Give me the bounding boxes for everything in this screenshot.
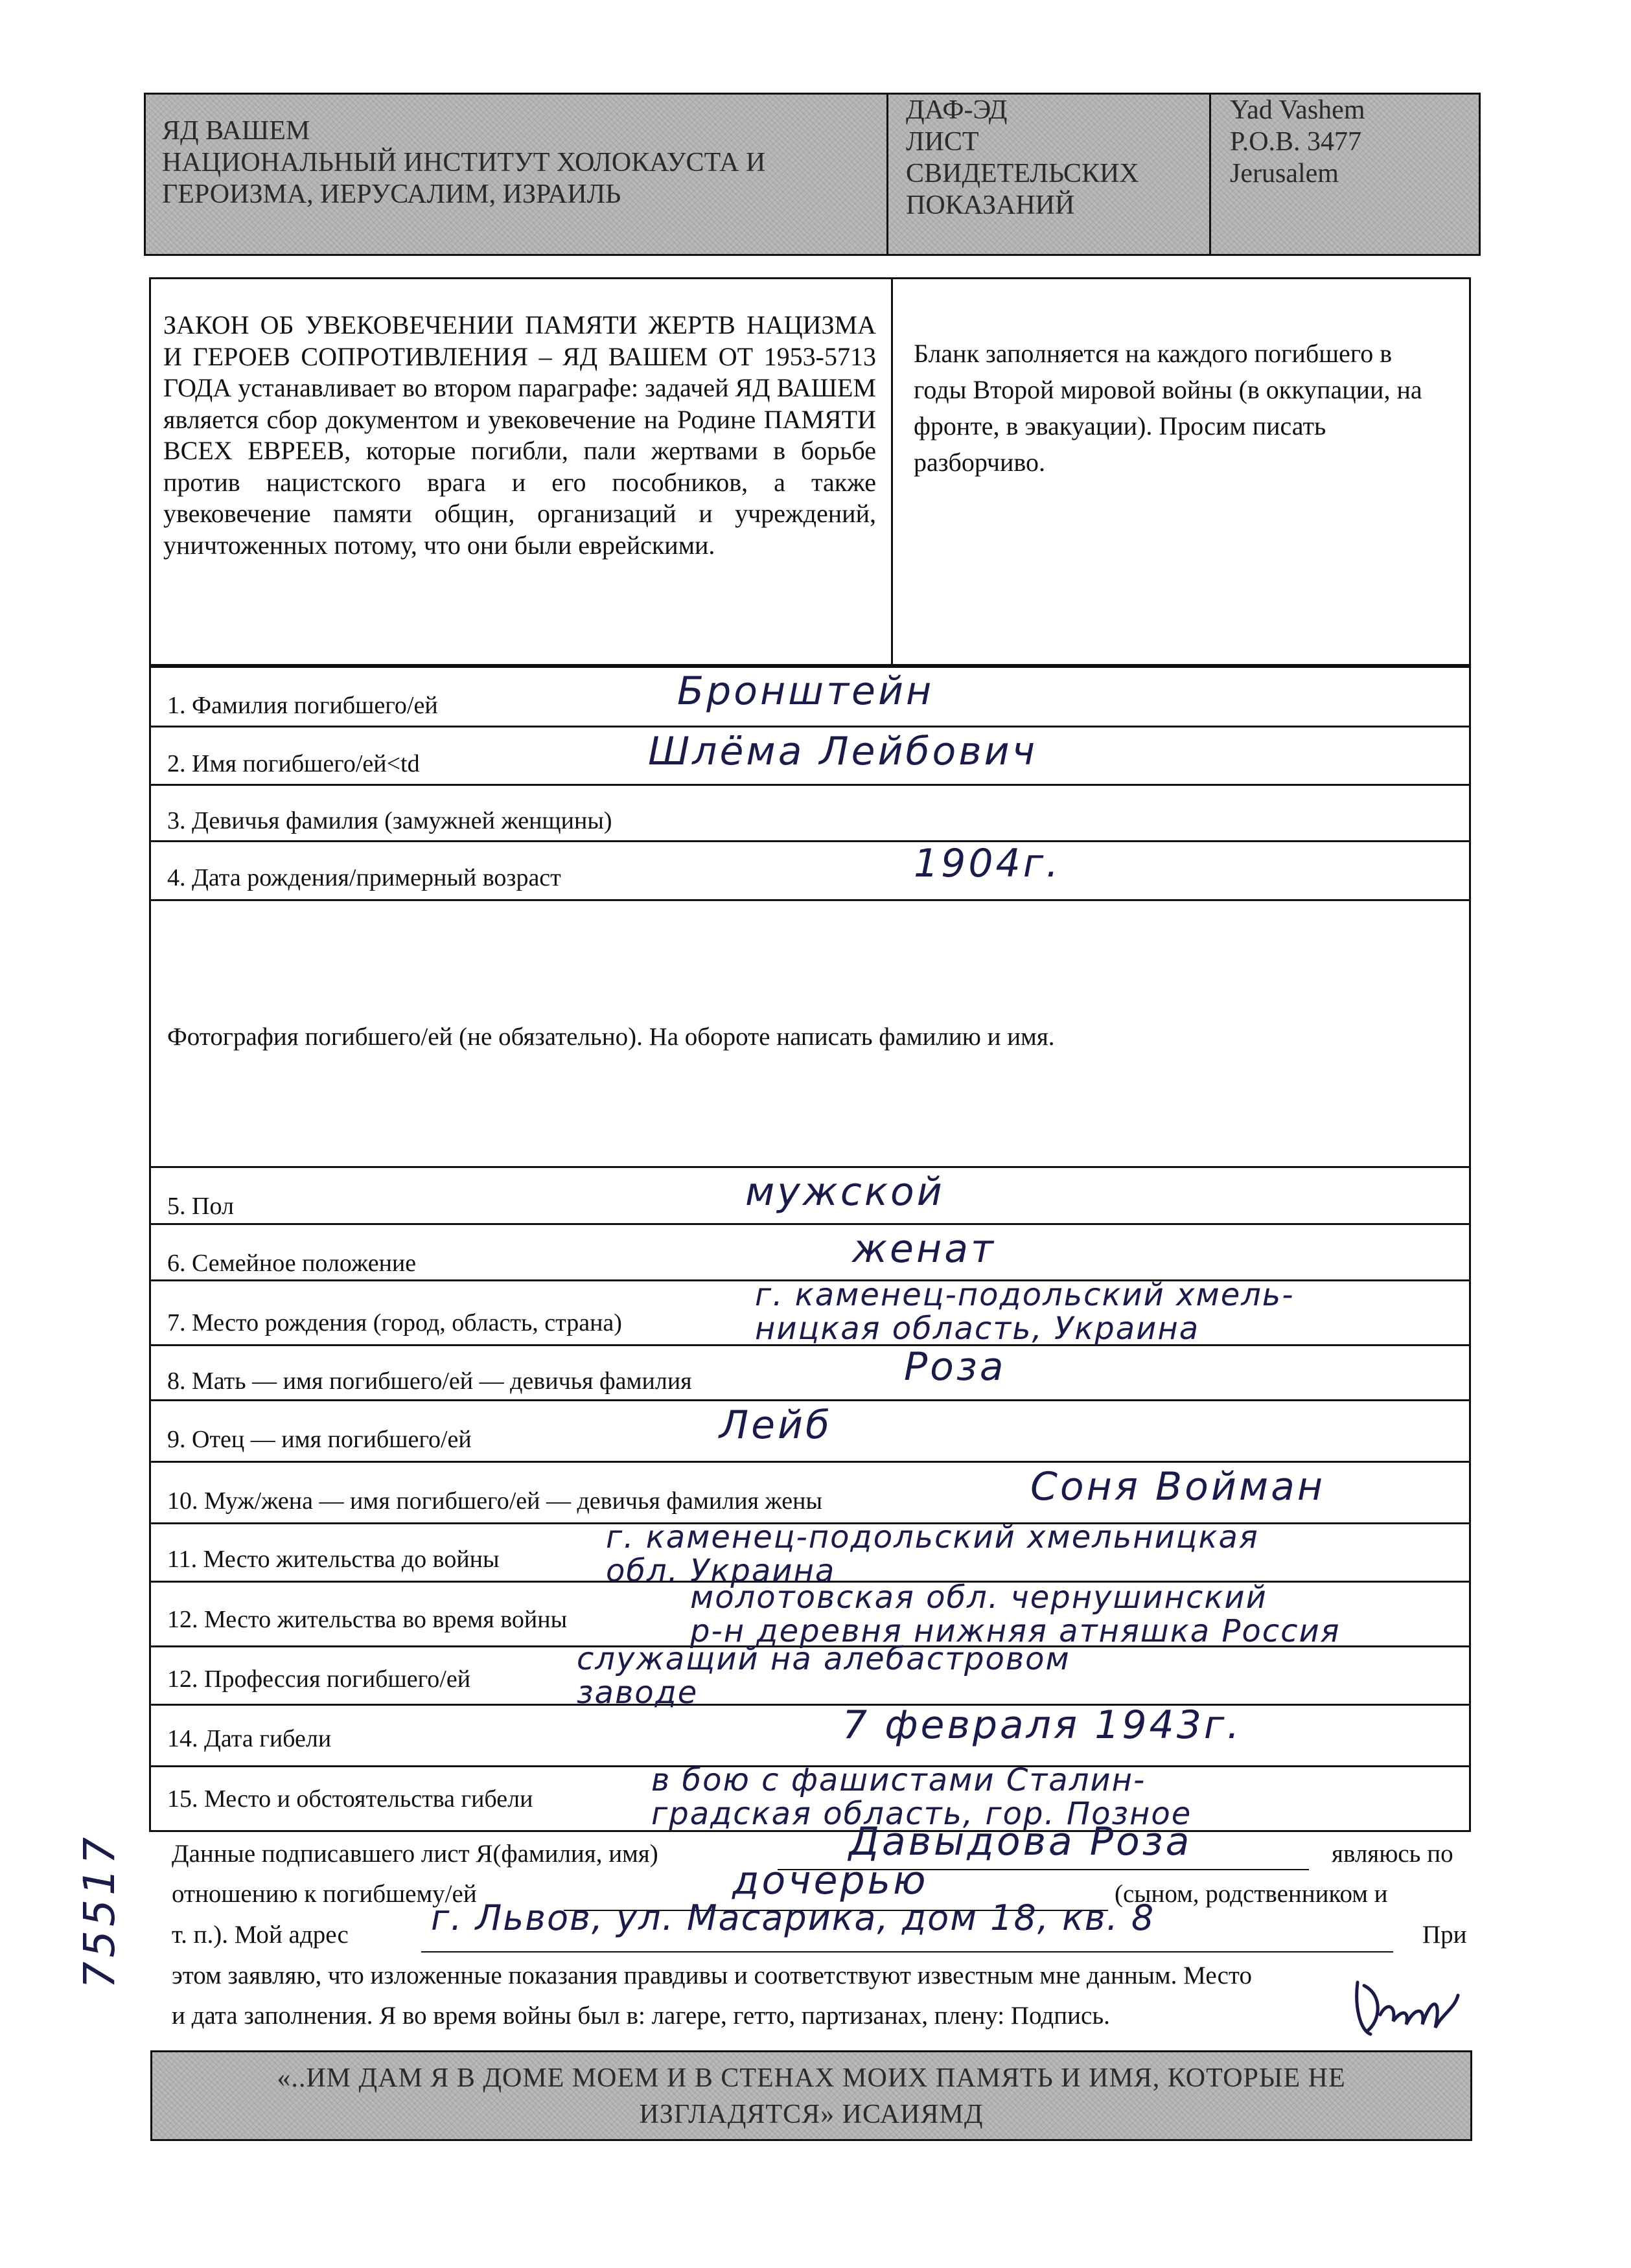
wartime-residence-line-2: р-н деревня нижняя атняшка Россия [690,1613,1341,1649]
prewar-residence-value[interactable] [606,1520,1259,1588]
death-date-label: 14. Дата гибели [167,1725,332,1752]
side-archive-number: 75517 [75,1833,124,1989]
signer-relation-value[interactable]: дочерью [732,1858,929,1903]
signer-line-3-a: т. п.). Мой адрес [172,1921,349,1949]
birth-place-value[interactable] [755,1278,1295,1346]
row-divider [149,1166,1471,1168]
first-name-value[interactable]: Шлёма Лейбович [648,729,1038,774]
death-place-line-2: градская область, гор. Позное [651,1796,1192,1832]
law-text: ЗАКОН ОБ УВЕКОВЕЧЕНИИ ПАМЯТИ ЖЕРТВ НАЦИЗМА И ГЕРОЕВ СОПРОТИВЛЕНИЯ – ЯД ВАШЕМ ОТ 1953-5713 ГОДА устанавливает во втором параграфе: задачей ЯД ВАШЕМ является сбор документом и увековечение на Родине ПАМЯТИ ВСЕХ ЕВРЕЕВ, которые погибли, пали жертвами в борьбе против нацистского врага и его пособников, а также увековечение памяти общин, организаций и учреждений, уничтоженных потому, что они были еврейскими. [163,310,876,560]
birth-place-line-1: г. каменец-подольский хмель- [755,1277,1295,1313]
signer-line-2-b: (сыном, родственником и [1115,1880,1388,1908]
header-divider [1209,93,1211,256]
birth-date-label: 4. Дата рождения/примерный возраст [167,864,561,891]
father-value[interactable]: Лейб [719,1403,833,1448]
surname-value[interactable]: Бронштейн [677,669,934,714]
footer-quote: «..ИМ ДАМ Я В ДОМЕ МОЕМ И В СТЕНАХ МОИХ ПАМЯТЬ И ИМЯ, КОТОРЫЕ НЕ ИЗГЛАДЯТСЯ» ИСАИЯМД [277,2063,1346,2129]
header-org: ЯД ВАШЕМ НАЦИОНАЛЬНЫЙ ИНСТИТУТ ХОЛОКАУСТА И ГЕРОИЗМА, ИЕРУСАЛИМ, ИЗРАИЛЬ [162,116,766,209]
profession-line-1: служащий на алебастровом [577,1641,1070,1677]
death-place-label: 15. Место и обстоятельства гибели [167,1785,533,1813]
row-divider [149,726,1471,727]
signer-line-1-b: являюсь по [1332,1840,1453,1868]
marital-label: 6. Семейное положение [167,1250,417,1277]
profession-line-2: заводе [577,1675,699,1711]
sex-label: 5. Пол [167,1193,234,1220]
row-divider [149,784,1471,786]
row-divider [149,1461,1471,1463]
prewar-residence-label: 11. Место жительства до войны [167,1546,500,1573]
signer-line-2-a: отношению к погибшему/ей [172,1880,477,1908]
birth-date-value[interactable]: 1904г. [914,841,1061,886]
row-divider [149,899,1471,901]
maiden-name-label: 3. Девичья фамилия (замужней женщины) [167,807,612,834]
row-divider [149,1223,1471,1225]
header-divider [886,93,888,256]
wartime-residence-line-1: молотовская обл. чернушинский [690,1579,1267,1616]
signer-address-value[interactable]: г. Львов, ул. Масарика, дом 18, кв. 8 [431,1897,1155,1938]
signer-line-4: этом заявляю, что изложенные показания правдивы и соответствуют известным мне данным. Место [172,1962,1252,1989]
spouse-label: 10. Муж/жена — имя погибшего/ей — девичья фамилия жены [167,1487,822,1515]
prewar-residence-line-1: г. каменец-подольский хмельницкая [606,1519,1259,1555]
signer-line-3-b: При [1422,1921,1467,1949]
sex-value[interactable]: мужской [745,1169,945,1215]
signer-line-5: и дата заполнения. Я во время войны был в: лагере, гетто, партизанах, плену: Подпись. [172,2002,1110,2030]
instructions-text: Бланк заполняется на каждого погибшего в годы Второй мировой войны (в оккупации, на фронте, в эвакуации). Просим писать разборчиво. [914,339,1422,477]
profession-value[interactable] [577,1642,1070,1710]
profession-label: 12. Профессия погибшего/ей [167,1666,471,1693]
surname-label: 1. Фамилия погибшего/ей [167,692,438,719]
intro-divider [891,277,893,666]
father-label: 9. Отец — имя погибшего/ей [167,1426,472,1453]
wartime-residence-label: 12. Место жительства во время войны [167,1606,568,1633]
birth-place-line-2: ницкая область, Украина [755,1311,1200,1347]
photo-label: Фотография погибшего/ей (не обязательно). На обороте написать фамилию и имя. [167,1023,1055,1051]
mother-value[interactable]: Роза [904,1344,1006,1390]
prewar-residence-line-2: обл. Украина [606,1553,836,1589]
first-name-label: 2. Имя погибшего/ей<td [167,750,420,777]
header-form-title: ДАФ-ЭД ЛИСТ СВИДЕТЕЛЬСКИХ ПОКАЗАНИЙ [906,95,1139,220]
signature-mark [1345,1969,1468,2047]
death-place-line-1: в бою с фашистами Сталин- [651,1762,1146,1798]
signer-line-1-a: Данные подписавшего лист Я(фамилия, имя) [172,1840,658,1868]
wartime-residence-value[interactable] [690,1581,1341,1648]
death-date-value[interactable]: 7 февраля 1943г. [842,1702,1242,1748]
marital-value[interactable]: женат [852,1226,996,1272]
birth-place-label: 7. Место рождения (город, область, страна) [167,1309,622,1336]
row-divider [149,1399,1471,1401]
signer-name-value[interactable]: Давыдова Роза [849,1819,1192,1864]
row-divider [149,840,1471,842]
spouse-value[interactable]: Соня Войман [1030,1464,1326,1509]
signer-address-underline [421,1951,1393,1953]
mother-label: 8. Мать — имя погибшего/ей — девичья фамилия [167,1368,692,1395]
header-address: Yad Vashem P.O.B. 3477 Jerusalem [1230,95,1365,189]
